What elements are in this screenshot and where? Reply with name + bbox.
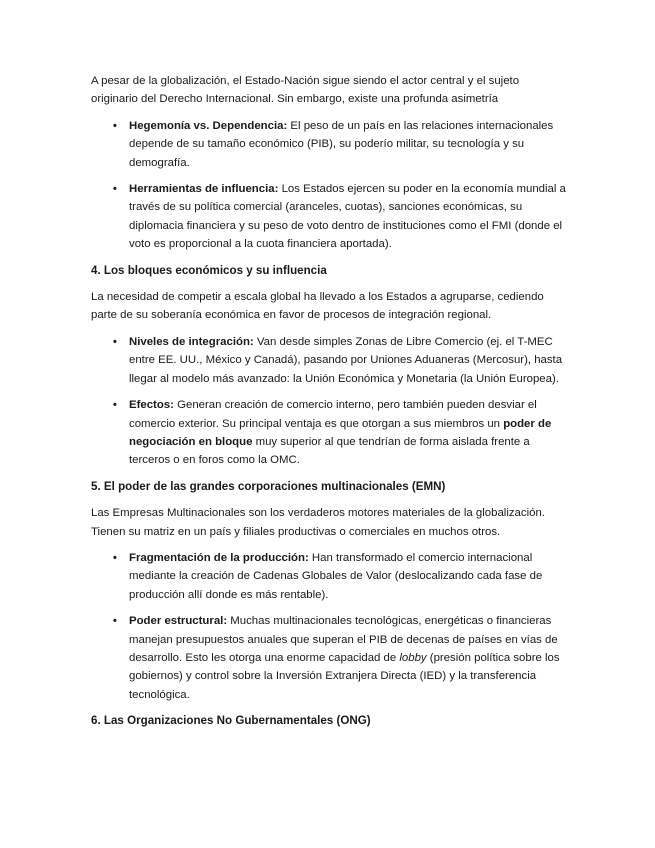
list-item	[91, 396, 567, 470]
bullet-icon: •	[113, 119, 117, 132]
item-text: Van desde simples Zonas de Libre Comercio (ej. el T-MEC entre EE. UU., México y Canadá), pasando por Uniones Aduaneras (Mercosur), hasta llegar al modelo más avanzado: la Unión Económica y Monetaria (la Unión Europea).	[129, 335, 563, 385]
section-5-heading: 5. El poder de las grandes corporaciones multinacionales (EMN)	[91, 479, 446, 493]
item-text: Los Estados ejercen su poder en la economía mundial a través de su política comercial (aranceles, cuotas), sanciones económicas, su diplomacia financiera y su peso de voto dentro de instituciones como el FMI (donde el voto es proporcional a la cuota financiera aportada).	[129, 183, 566, 251]
section-3-list	[91, 117, 567, 254]
item-italic: lobby	[399, 651, 427, 664]
document-content	[91, 72, 567, 739]
list-item	[91, 180, 567, 254]
item-term: Efectos:	[129, 399, 174, 412]
item-text: Han transformado el comercio internacional mediante la creación de Cadenas Globales de Valor (deslocalizando cada fase de producción allí donde es más rentable).	[129, 551, 543, 601]
bullet-icon: •	[113, 551, 117, 564]
section-4-list	[91, 333, 567, 470]
intro-paragraph: A pesar de la globalización, el Estado-Nación sigue siendo el actor central y el sujeto originario del Derecho Internacional. Sin embargo, existe una profunda asimetría	[91, 75, 520, 106]
list-item	[91, 333, 567, 388]
section-4-paragraph: La necesidad de competir a escala global ha llevado a los Estados a agruparse, cediendo parte de su soberanía económica en favor de procesos de integración regional.	[91, 291, 544, 322]
item-term: Niveles de integración:	[129, 335, 254, 348]
section-6-heading: 6. Las Organizaciones No Gubernamentales (ONG)	[91, 714, 371, 728]
section-5-paragraph: Las Empresas Multinacionales son los verdaderos motores materiales de la globalización. Tienen su matriz en un país y filiales productivas o comerciales en muchos otros.	[91, 507, 545, 538]
item-text: El peso de un país en las relaciones internacionales depende de su tamaño económico (PIB), su poderío militar, su tecnología y su demografía.	[129, 119, 554, 169]
item-text: Muchas multinacionales tecnológicas, energéticas o financieras manejan presupuestos anuales que superan el PIB de decenas de países en vías de desarrollo. Esto les otorga una enorme capacidad de	[129, 615, 558, 664]
list-item	[91, 549, 567, 604]
item-text: muy superior al que tendrían de forma aislada frente a terceros o en foros como la OMC.	[129, 435, 530, 467]
bullet-icon: •	[113, 615, 117, 628]
bullet-icon: •	[113, 183, 117, 196]
list-item	[91, 612, 567, 704]
item-term: Hegemonía vs. Dependencia:	[129, 119, 288, 132]
bullet-icon: •	[113, 335, 117, 348]
item-term: Poder estructural:	[129, 615, 228, 628]
item-term: Fragmentación de la producción:	[129, 551, 309, 564]
list-item	[91, 117, 567, 172]
section-5-list	[91, 549, 567, 704]
section-4-heading: 4. Los bloques económicos y su influencia	[91, 263, 327, 277]
item-text: (presión política sobre los gobiernos) y control sobre la Inversión Extranjera Directa (IED) y la transferencia tecnológica.	[129, 651, 560, 701]
item-emphasis: poder de negociación en bloque	[129, 417, 552, 448]
item-text: Generan creación de comercio interno, pero también pueden desviar el comercio exterior. Su principal ventaja es que otorgan a sus miembros un	[129, 399, 537, 430]
bullet-icon: •	[113, 399, 117, 412]
item-term: Herramientas de influencia:	[129, 183, 279, 196]
